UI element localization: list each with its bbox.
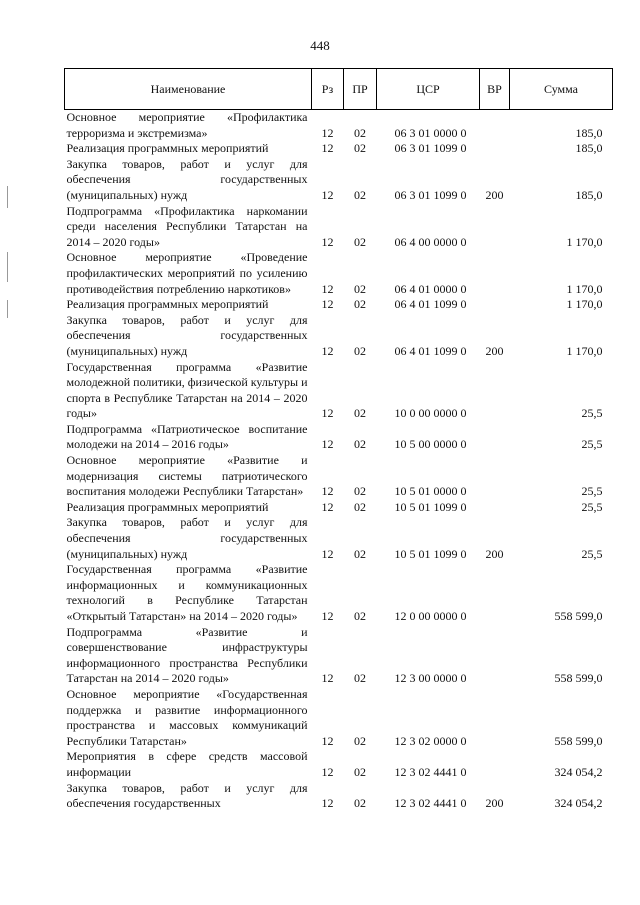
table-row: [65, 749, 613, 780]
cell-csr: 06 4 01 1099 0: [394, 297, 467, 312]
cell-pr: 02: [354, 297, 366, 312]
cell-csr: 10 5 01 1099 0: [394, 546, 467, 561]
cell-rz: 12: [321, 499, 334, 514]
cell-vr: [480, 625, 510, 687]
cell-rz: 12: [321, 141, 334, 156]
cell-rz: 12: [321, 484, 334, 499]
cell-rz: 12: [321, 796, 334, 811]
cell-rz: 12: [321, 281, 334, 296]
cell-csr: 06 3 01 0000 0: [394, 125, 467, 140]
cell-csr: 06 4 00 0000 0: [394, 234, 467, 249]
header-vr: ВР: [480, 69, 510, 110]
cell-rz: 12: [321, 437, 334, 452]
cell-vr: 200: [485, 796, 504, 811]
cell-sum: 185,0: [575, 125, 603, 140]
cell-pr: 02: [354, 343, 366, 358]
cell-csr: 10 5 01 0000 0: [394, 484, 467, 499]
table-row: [65, 157, 613, 204]
cell-vr: [480, 250, 510, 297]
cell-vr: [480, 562, 510, 624]
cell-sum: 1 170,0: [566, 297, 603, 312]
table-row: [65, 250, 613, 297]
cell-csr: 12 0 00 0000 0: [394, 609, 467, 623]
cell-vr: [480, 687, 510, 749]
cell-name: Подпрограмма «Профилактика наркомании среди населения Республики Татарстан на 2014 – 2020 годы»: [66, 203, 308, 249]
table-header-row: [65, 69, 613, 110]
cell-rz: 12: [321, 733, 334, 748]
cell-rz: 12: [321, 546, 334, 561]
cell-sum: 185,0: [575, 141, 603, 156]
cell-vr: [480, 749, 510, 780]
cell-csr: 12 3 02 4441 0: [394, 796, 467, 811]
cell-vr: [480, 453, 510, 500]
cell-pr: 02: [354, 796, 366, 811]
cell-rz: 12: [321, 764, 334, 779]
binder-margin-mark: [7, 300, 8, 318]
cell-vr: [480, 297, 510, 313]
table-row: [65, 422, 613, 453]
cell-csr: 06 4 01 1099 0: [394, 343, 467, 358]
header-pr: ПР: [344, 69, 377, 110]
cell-csr: 06 4 01 0000 0: [394, 281, 467, 296]
cell-csr: 06 3 01 1099 0: [394, 187, 467, 202]
cell-name: Закупка товаров, работ и услуг для обеспечения государственных (муниципальных) нужд: [66, 312, 308, 358]
cell-pr: 02: [354, 499, 366, 514]
table-row: [65, 515, 613, 562]
header-name: Наименование: [65, 69, 312, 110]
cell-csr: 10 5 01 1099 0: [394, 499, 467, 514]
table-row: [65, 453, 613, 500]
table-row: [65, 141, 613, 157]
binder-margin-mark: [7, 186, 8, 208]
table-row: [65, 110, 613, 142]
cell-csr: 12 3 00 0000 0: [394, 671, 467, 686]
header-rz: Рз: [312, 69, 344, 110]
cell-sum: 185,0: [575, 187, 603, 202]
cell-rz: 12: [321, 406, 334, 421]
cell-csr: 06 3 01 1099 0: [394, 141, 467, 156]
cell-name: Мероприятия в сфере средств массовой информации: [66, 749, 308, 779]
cell-pr: 02: [354, 546, 366, 561]
cell-sum: 1 170,0: [566, 234, 603, 249]
cell-vr: 200: [485, 187, 504, 202]
cell-name: Основное мероприятие «Государственная поддержка и развитие информационного пространства и массовых коммуникаций Республики Татарстан»: [66, 686, 308, 748]
table-row: [65, 360, 613, 422]
cell-pr: 02: [354, 187, 366, 202]
cell-name: Подпрограмма «Развитие и совершенствование инфраструктуры информационного пространства Республики Татарстан на 2014 – 2020 годы»: [66, 624, 308, 686]
cell-vr: [480, 110, 510, 142]
cell-rz: 12: [321, 671, 334, 686]
cell-sum: 324 054,2: [554, 796, 603, 811]
cell-name: Закупка товаров, работ и услуг для обеспечения государственных (муниципальных) нужд: [66, 156, 308, 202]
cell-name: Закупка товаров, работ и услуг для обеспечения государственных (муниципальных) нужд: [66, 515, 308, 561]
cell-sum: 25,5: [581, 406, 603, 421]
cell-csr: 12 3 02 0000 0: [394, 733, 467, 748]
cell-vr: [480, 422, 510, 453]
cell-rz: 12: [321, 297, 334, 312]
cell-rz: 12: [321, 187, 334, 202]
cell-rz: 12: [321, 125, 334, 140]
cell-pr: 02: [354, 125, 366, 140]
cell-vr: [480, 141, 510, 157]
cell-pr: 02: [354, 671, 366, 686]
table-row: [65, 625, 613, 687]
cell-rz: 12: [321, 343, 334, 358]
cell-name: Реализация программных мероприятий: [66, 141, 269, 156]
cell-name: Государственная программа «Развитие молодежной политики, физической культуры и спорта в Республике Татарстан на 2014 – 2020 годы»: [66, 359, 308, 421]
cell-pr: 02: [354, 764, 366, 779]
cell-pr: 02: [354, 281, 366, 296]
cell-sum: 558 599,0: [554, 733, 603, 748]
cell-name: Основное мероприятие «Развитие и модернизация системы патриотического воспитания молодежи Республики Татарстан»: [66, 453, 308, 499]
budget-table: [64, 68, 613, 812]
cell-csr: 10 5 00 0000 0: [394, 437, 467, 452]
cell-rz: 12: [321, 234, 334, 249]
cell-pr: 02: [354, 234, 366, 249]
cell-rz: 12: [321, 609, 334, 623]
cell-vr: [480, 500, 510, 516]
cell-csr: 12 3 02 4441 0: [394, 764, 467, 779]
table-row: [65, 297, 613, 313]
page-number: 448: [310, 38, 330, 53]
cell-name: Подпрограмма «Патриотическое воспитание молодежи на 2014 – 2016 годы»: [66, 421, 308, 452]
cell-sum: 1 170,0: [566, 281, 603, 296]
cell-sum: 324 054,2: [554, 764, 603, 779]
header-sum: Сумма: [510, 69, 613, 110]
cell-vr: [480, 360, 510, 422]
cell-name: Реализация программных мероприятий: [66, 297, 269, 312]
cell-pr: 02: [354, 609, 366, 623]
cell-sum: 1 170,0: [566, 343, 603, 358]
cell-pr: 02: [354, 406, 366, 421]
cell-name: Закупка товаров, работ и услуг для обеспечения государственных: [66, 780, 308, 811]
table-row: [65, 781, 613, 812]
table-row: [65, 562, 613, 624]
table-row: [65, 204, 613, 251]
cell-csr: 10 0 00 0000 0: [394, 406, 467, 421]
cell-sum: 25,5: [581, 499, 603, 514]
binder-margin-mark: [7, 252, 8, 282]
cell-vr: 200: [485, 546, 504, 561]
cell-sum: 25,5: [581, 484, 603, 499]
cell-name: Реализация программных мероприятий: [66, 499, 269, 514]
cell-sum: 25,5: [581, 546, 603, 561]
table-row: [65, 313, 613, 360]
cell-pr: 02: [354, 437, 366, 452]
cell-vr: [480, 204, 510, 251]
cell-name: Государственная программа «Развитие информационных и коммуникационных технологий в Республике Татарстан «Открытый Татарстан» на 2014 – 2020 годы»: [66, 562, 308, 623]
cell-name: Основное мероприятие «Профилактика терроризма и экстремизма»: [66, 110, 308, 140]
cell-name: Основное мероприятие «Проведение профилактических мероприятий по усилению противодействия потреблению наркотиков»: [66, 250, 308, 296]
table-row: [65, 687, 613, 749]
cell-sum: 25,5: [581, 437, 603, 452]
header-csr: ЦСР: [377, 69, 480, 110]
table-row: [65, 500, 613, 516]
cell-vr: 200: [485, 343, 504, 358]
cell-pr: 02: [354, 484, 366, 499]
cell-pr: 02: [354, 733, 366, 748]
cell-sum: 558 599,0: [554, 609, 603, 623]
cell-sum: 558 599,0: [554, 671, 603, 686]
cell-pr: 02: [354, 141, 366, 156]
